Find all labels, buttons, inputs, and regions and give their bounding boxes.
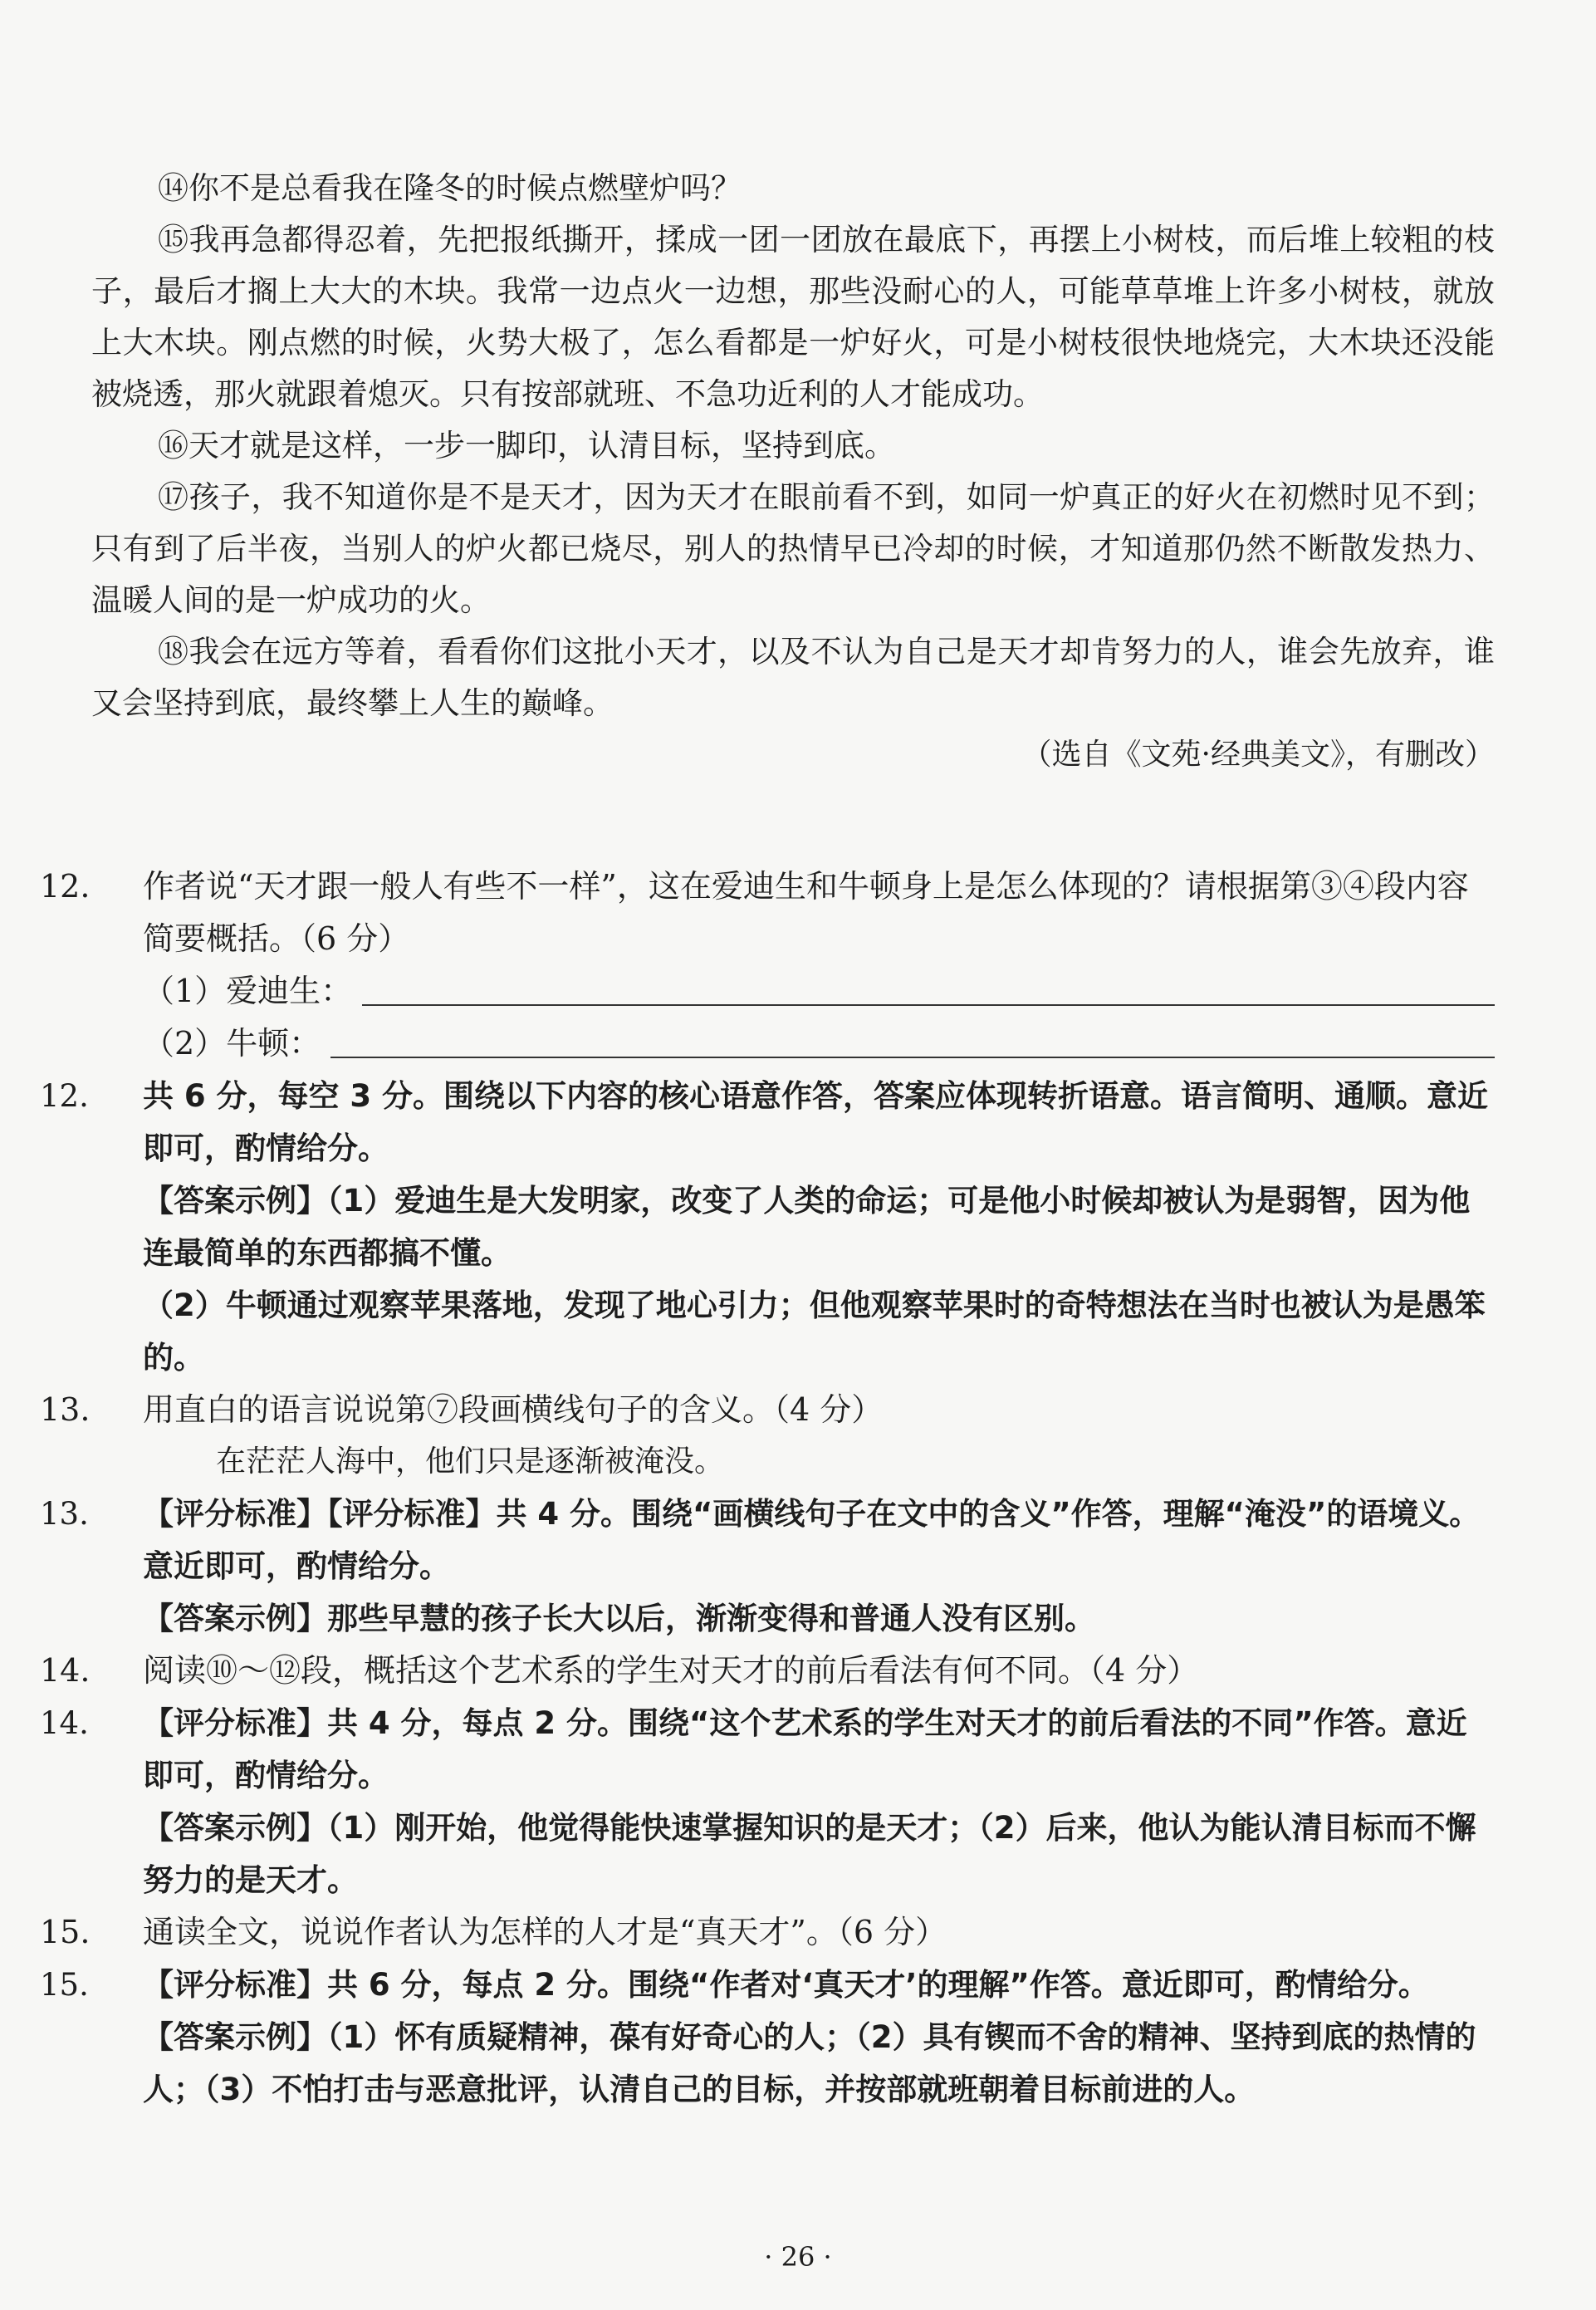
- question-number: 14.: [40, 1652, 91, 1689]
- question-12: [40, 861, 1495, 965]
- question-text: 作者说“天才跟一般人有些不一样”，这在爱迪生和牛顿身上是怎么体现的？请根据第③④段内容简要概括。（6 分）: [143, 868, 1469, 957]
- answer-14: [40, 1697, 1495, 1802]
- question-number: 15.: [40, 1914, 91, 1950]
- answer-number: 13.: [40, 1496, 89, 1532]
- blank-line: [362, 1003, 1495, 1006]
- paragraph-18: ⑱我会在远方等着，看看你们这批小天才，以及不认为自己是天才却肯努力的人，谁会先放弃，谁又会坚持到底，最终攀上人生的巅峰。: [91, 634, 1495, 721]
- passage: [91, 163, 1495, 781]
- paragraph-17: ⑰孩子，我不知道你是不是天才，因为天才在眼前看不到，如同一炉真正的好火在初燃时见不到；只有到了后半夜，当别人的炉火都已烧尽，别人的热情早已冷却的时候，才知道那仍然不断散发热力、温暖人间的是一炉成功的火。: [91, 479, 1495, 618]
- answer-blank-newton[interactable]: [91, 1018, 1495, 1070]
- answer-12-example-1: 【答案示例】（1）爱迪生是大发明家，改变了人类的命运；可是他小时候却被认为是弱智，因为他连最简单的东西都搞不懂。: [143, 1183, 1471, 1271]
- paragraph-15: ⑮我再急都得忍着，先把报纸撕开，揉成一团一团放在最底下，再摆上小树枝，而后堆上较粗的枝子，最后才搁上大大的木块。我常一边点火一边想，那些没耐心的人，可能草草堆上许多小树枝，就放上大木块。刚点燃的时候，火势大极了，怎么看都是一炉好火，可是小树枝很快地烧完，大木块还没能被烧透，那火就跟着熄灭。只有按部就班、不急功近利的人才能成功。: [91, 222, 1495, 412]
- answer-13-example: 【答案示例】那些早慧的孩子长大以后，渐渐变得和普通人没有区别。: [143, 1601, 1095, 1636]
- answer-15: [40, 1959, 1495, 2011]
- page-number: · 26 ·: [764, 2241, 832, 2273]
- answer-15-example: 【答案示例】（1）怀有质疑精神，葆有好奇心的人；（2）具有锲而不舍的精神、坚持到底的热情的人；（3）不怕打击与恶意批评，认清自己的目标，并按部就班朝着目标前进的人。: [143, 2019, 1476, 2107]
- question-15: [40, 1906, 1495, 1959]
- answer-number: 14.: [40, 1705, 89, 1741]
- blank-label: （2）牛顿：: [143, 1025, 321, 1062]
- paragraph-16: ⑯天才就是这样，一步一脚印，认清目标，坚持到底。: [158, 428, 895, 463]
- questions: [40, 861, 1495, 2116]
- answer-number: 12.: [40, 1078, 89, 1114]
- answer-text: 【评分标准】共 4 分，每点 2 分。围绕“这个艺术系的学生对天才的前后看法的不同”作答。意近即可，酌情给分。: [143, 1705, 1467, 1793]
- answer-text: 【评分标准】共 6 分，每点 2 分。围绕“作者对‘真天才’的理解”作答。意近即可，酌情给分。: [143, 1967, 1429, 2003]
- paragraph-14: ⑭你不是总看我在隆冬的时候点燃壁炉吗？: [158, 170, 742, 206]
- answer-12: [40, 1070, 1495, 1175]
- question-text: 用直白的语言说说第⑦段画横线句子的含义。（4 分）: [143, 1391, 884, 1428]
- blank-line: [330, 1056, 1495, 1058]
- question-number: 13.: [40, 1391, 91, 1428]
- question-13: [40, 1384, 1495, 1436]
- question-number: 12.: [40, 868, 91, 905]
- answer-blank-edison[interactable]: [91, 965, 1495, 1018]
- question-text: 通读全文，说说作者认为怎样的人才是“真天才”。（6 分）: [143, 1914, 947, 1950]
- question-14: [40, 1645, 1495, 1697]
- answer-13: [40, 1488, 1495, 1592]
- source-citation: （选自《文苑·经典美文》，有删改）: [1021, 738, 1495, 772]
- answer-text: 【评分标准】【评分标准】共 4 分。围绕“画横线句子在文中的含义”作答，理解“淹没”的语境义。意近即可，酌情给分。: [143, 1496, 1481, 1584]
- quoted-sentence: 在茫茫人海中，他们只是逐渐被淹没。: [216, 1444, 725, 1479]
- answer-text: 共 6 分，每空 3 分。围绕以下内容的核心语意作答，答案应体现转折语意。语言简明、通顺。意近即可，酌情给分。: [143, 1078, 1489, 1166]
- answer-14-example: 【答案示例】（1）刚开始，他觉得能快速掌握知识的是天才；（2）后来，他认为能认清目标而不懈努力的是天才。: [143, 1810, 1476, 1898]
- answer-number: 15.: [40, 1967, 89, 2003]
- answer-12-example-2: （2）牛顿通过观察苹果落地，发现了地心引力；但他观察苹果时的奇特想法在当时也被认为是愚笨的。: [143, 1287, 1486, 1376]
- blank-label: （1）爱迪生：: [143, 973, 353, 1009]
- question-text: 阅读⑩～⑫段，概括这个艺术系的学生对天才的前后看法有何不同。（4 分）: [143, 1652, 1199, 1689]
